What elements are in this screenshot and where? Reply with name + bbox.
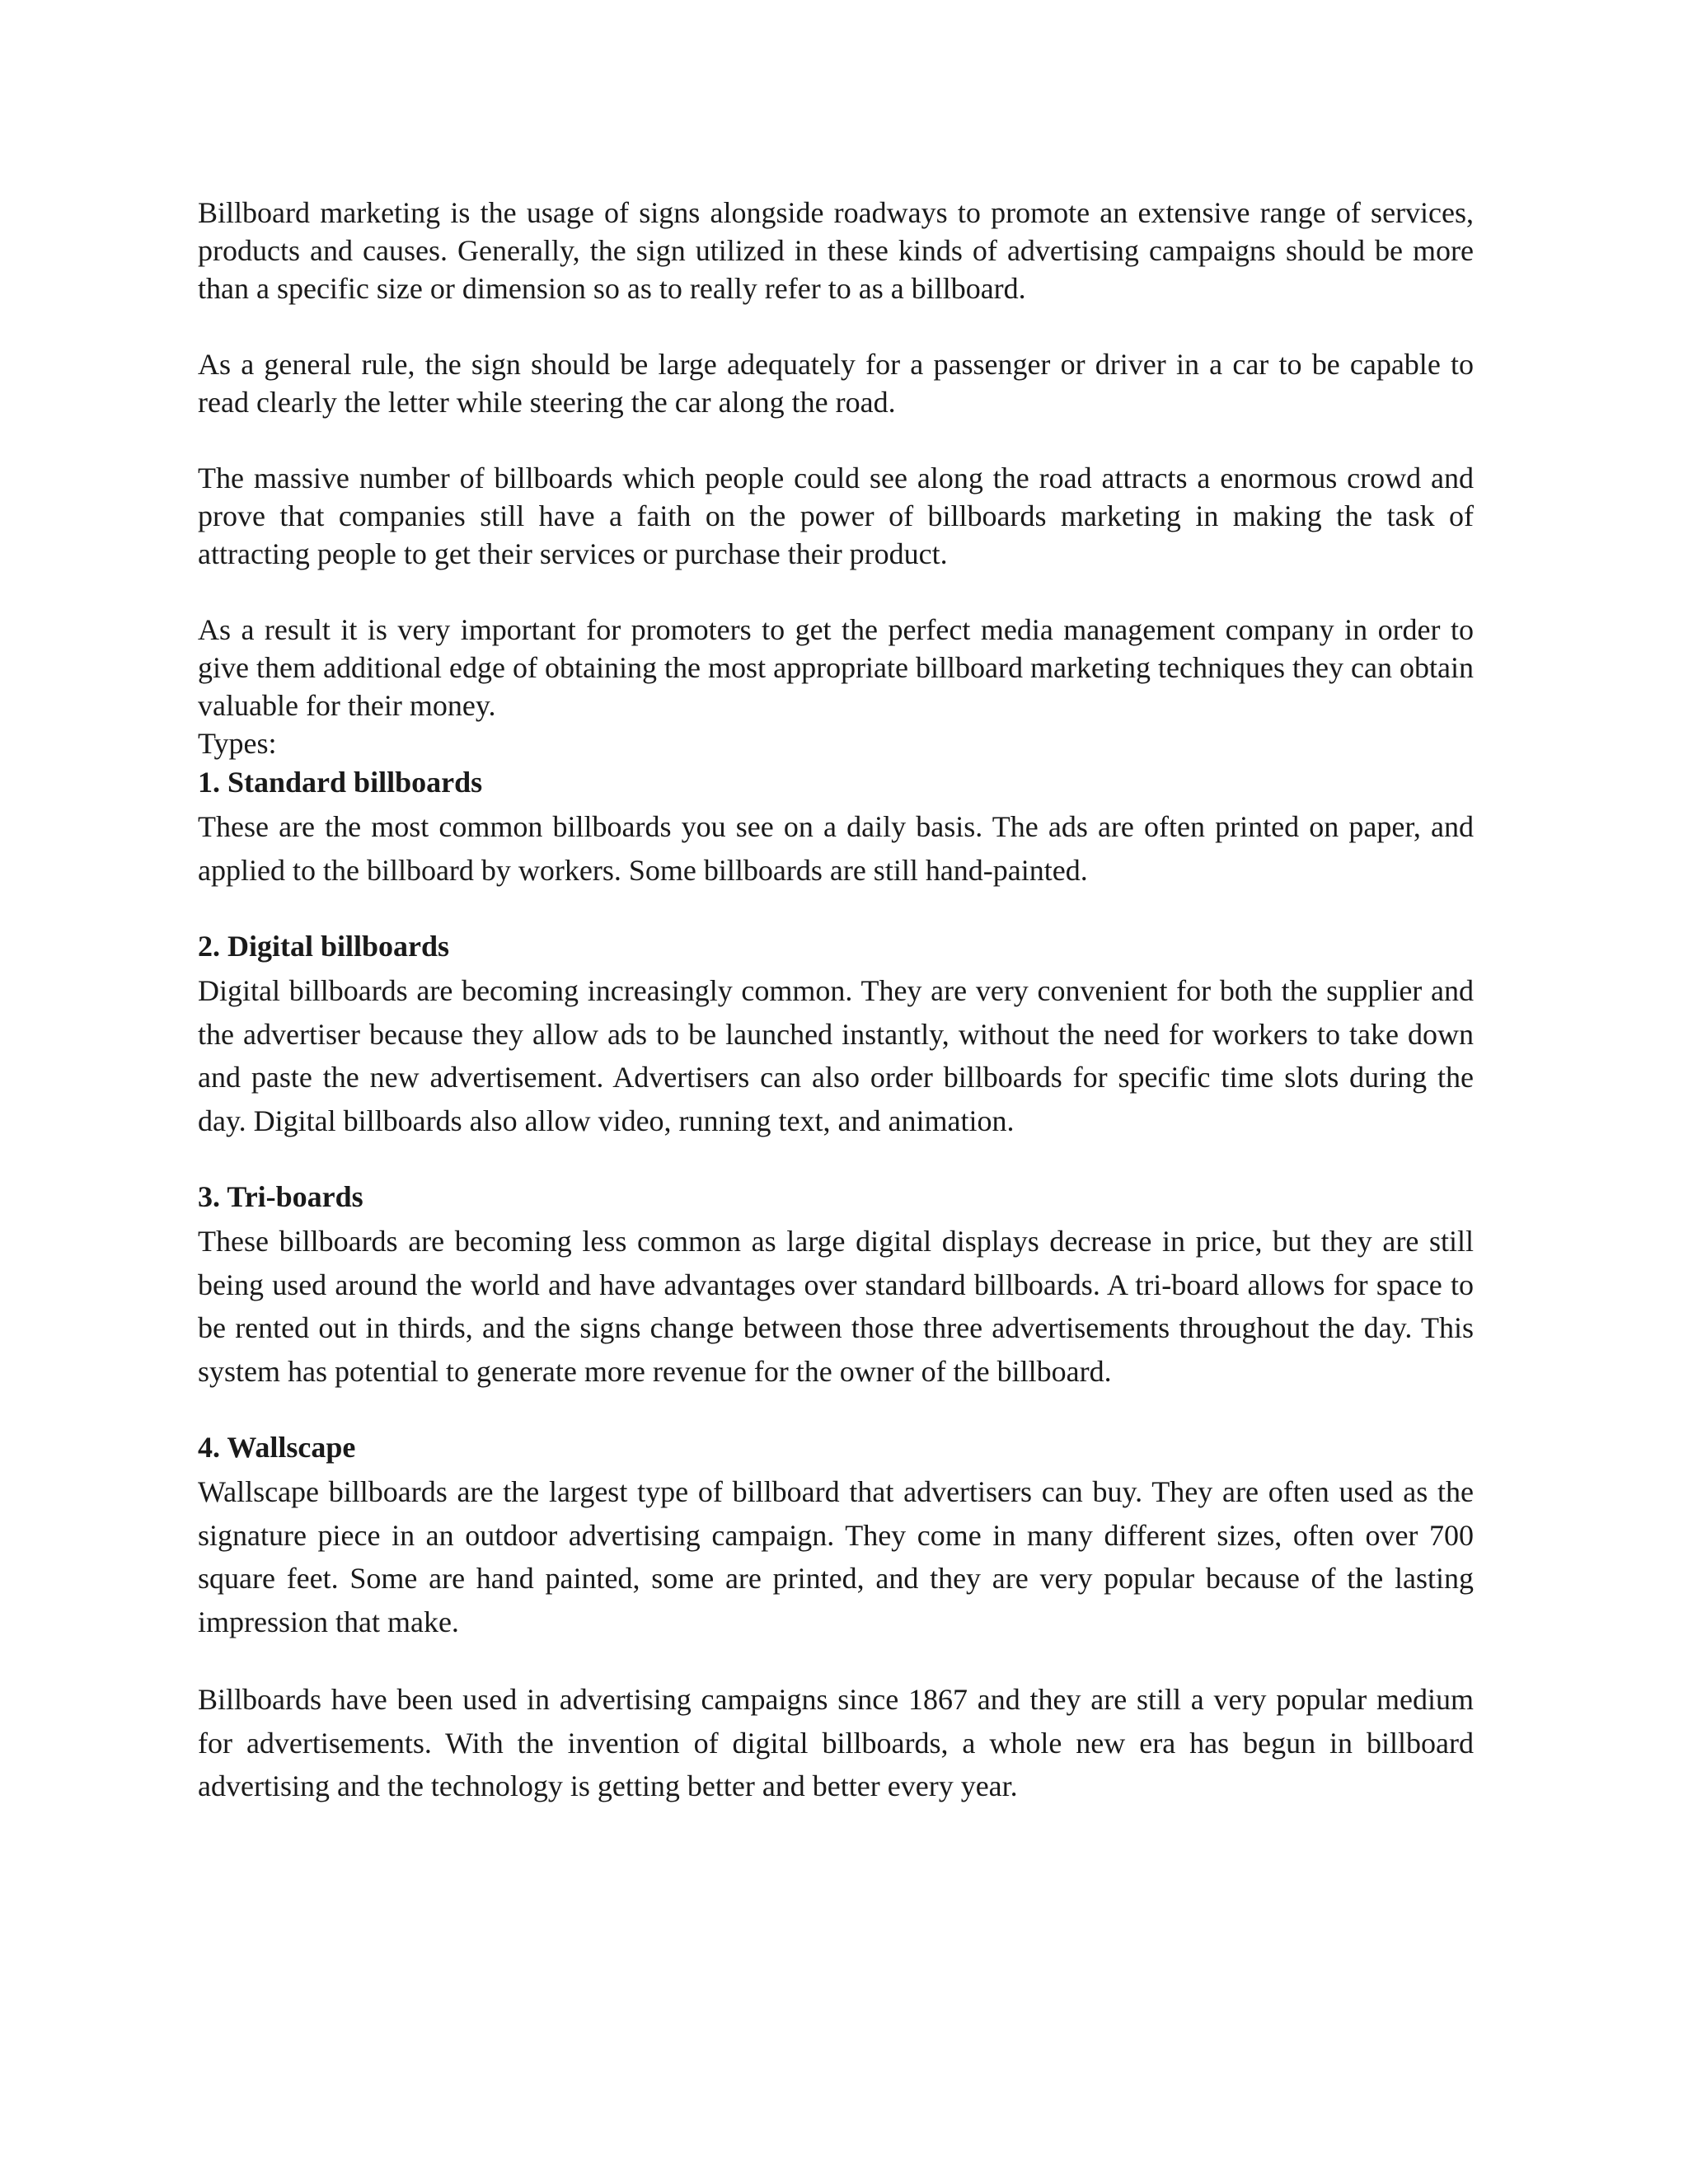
types-label: Types: bbox=[198, 727, 277, 760]
intro-paragraph-size-rule: As a general rule, the sign should be large adequately for a passenger or driver in a car to be capable to read clearly the letter while steering the car along the road. bbox=[198, 348, 1474, 419]
section-body: These are the most common billboards you see on a daily basis. The ads are often printed on paper, and applied to the billboard by workers. Some billboards are still hand-painted. bbox=[198, 810, 1474, 887]
section-standard-billboards bbox=[198, 762, 1474, 892]
section-heading: 2. Digital billboards bbox=[198, 930, 450, 963]
intro-paragraph-media-company: As a result it is very important for promoters to get the perfect media management company in order to give them additional edge of obtaining the most appropriate billboard marketing techniques they can obtain valuable for their money. bbox=[198, 613, 1474, 722]
section-body: Wallscape billboards are the largest type of billboard that advertisers can buy. They are often used as the signature piece in an outdoor advertising campaign. They come in many different sizes, often over 700 square feet. Some are hand painted, some are printed, and they are very popular because of the lasting impression that make. bbox=[198, 1475, 1474, 1638]
section-tri-boards bbox=[198, 1177, 1474, 1393]
intro-paragraph-crowd: The massive number of billboards which people could see along the road attracts a enormous crowd and prove that companies still have a faith on the power of billboards marketing in making the task of attracting people to get their services or purchase their product. bbox=[198, 462, 1474, 570]
section-heading: 4. Wallscape bbox=[198, 1431, 356, 1464]
section-wallscape bbox=[198, 1427, 1474, 1643]
closing-paragraph: Billboards have been used in advertising campaigns since 1867 and they are still a very popular medium for advertisements. With the invention of digital billboards, a whole new era has begun in billboard advertising and the technology is getting better and better every year. bbox=[198, 1683, 1474, 1802]
document-page bbox=[198, 194, 1474, 1808]
section-digital-billboards bbox=[198, 926, 1474, 1142]
section-heading: 3. Tri-boards bbox=[198, 1180, 363, 1213]
intro-paragraph-definition: Billboard marketing is the usage of signs alongside roadways to promote an extensive range of services, products and causes. Generally, the sign utilized in these kinds of advertising campaigns should be more than a specific size or dimension so as to really refer to as a billboard. bbox=[198, 196, 1474, 305]
section-heading: 1. Standard billboards bbox=[198, 766, 483, 799]
section-body: Digital billboards are becoming increasingly common. They are very convenient for both the supplier and the advertiser because they allow ads to be launched instantly, without the need for workers to take down and paste the new advertisement. Advertisers can also order billboards for specific time slots during the day. Digital billboards also allow video, running text, and animation. bbox=[198, 974, 1474, 1137]
section-body: These billboards are becoming less common as large digital displays decrease in price, but they are still being used around the world and have advantages over standard billboards. A tri-board allows for space to be rented out in thirds, and the signs change between those three advertisements throughout the day. This system has potential to generate more revenue for the owner of the billboard. bbox=[198, 1225, 1474, 1388]
